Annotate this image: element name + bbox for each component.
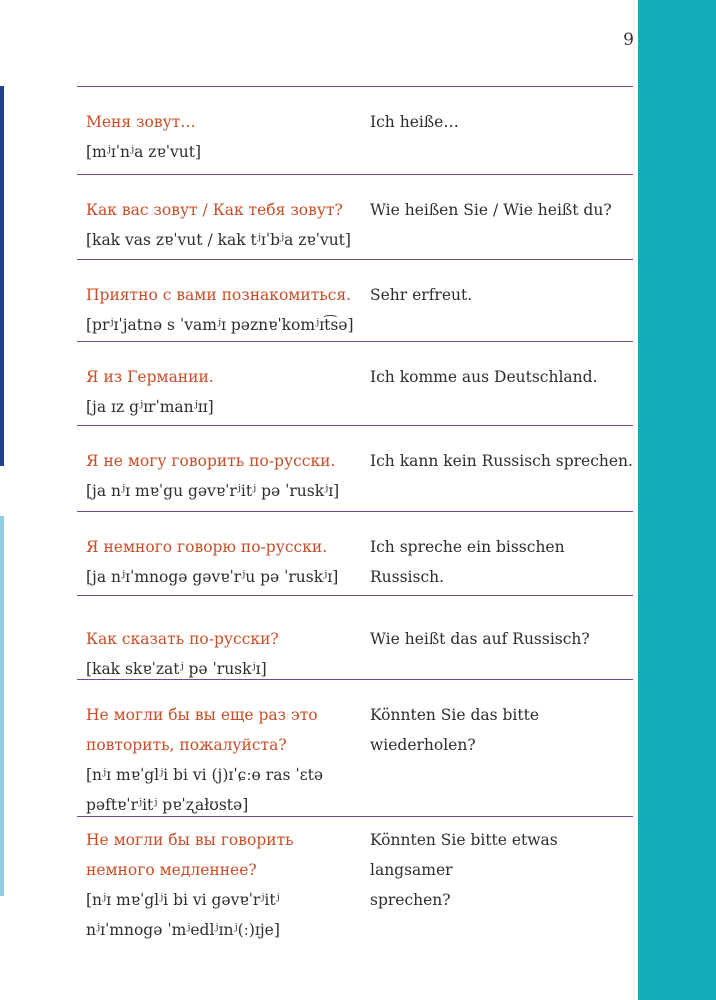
ipa-transcription: [ja nʲɪ mɐˈgu gəvɐˈrʲitʲ pə ˈruskʲɪ] — [86, 482, 340, 500]
german-column — [362, 260, 633, 341]
ipa-transcription: [ja ɪz gʲɪrˈmanʲɪɪ] — [86, 398, 214, 416]
table-row — [77, 175, 633, 260]
german-translation: Ich kann kein Russisch sprechen. — [370, 452, 633, 470]
german-column — [362, 596, 633, 679]
german-column — [362, 426, 633, 511]
russian-phrase: Я немного говорю по-русски. — [86, 538, 328, 556]
russian-phrase: Как вас зовут / Как тебя зовут? — [86, 201, 343, 219]
russian-phrase: Как сказать по-русски? — [86, 630, 279, 648]
german-translation: Wie heißen Sie / Wie heißt du? — [370, 201, 612, 219]
ipa-transcription: [nʲɪ mɐˈglʲi bi vi (j)ɪˈɕːɵ ras ˈɛtə pəftɐˈrʲitʲ pɐˈʐałʊstə] — [86, 766, 324, 814]
german-column — [362, 87, 633, 174]
russian-phrase: Меня зовут… — [86, 113, 196, 131]
table-row — [77, 260, 633, 342]
left-accent-bar-light — [0, 516, 4, 896]
german-column — [362, 175, 633, 259]
russian-column — [77, 817, 362, 949]
german-translation: Ich heiße… — [370, 113, 459, 131]
ipa-transcription: [nʲɪ mɐˈglʲi bi vi gəvɐˈrʲitʲ nʲɪˈmnogə ˈmʲedlʲɪnʲ(ː)ɪje] — [86, 891, 280, 939]
german-column — [362, 817, 633, 949]
table-row — [77, 512, 633, 596]
german-translation: Wie heißt das auf Russisch? — [370, 630, 590, 648]
left-accent-bar-dark — [0, 86, 4, 466]
russian-column — [77, 426, 362, 511]
table-row — [77, 680, 633, 817]
russian-column — [77, 87, 362, 174]
russian-column — [77, 680, 362, 816]
russian-phrase: Не могли бы вы говорить немного медленнее? — [86, 831, 294, 879]
table-row — [77, 87, 633, 175]
russian-phrase: Я из Германии. — [86, 368, 214, 386]
phrase-table — [77, 86, 633, 949]
ipa-transcription: [ja nʲɪˈmnogə gəvɐˈrʲu pə ˈruskʲɪ] — [86, 568, 339, 586]
german-column — [362, 512, 633, 595]
ipa-transcription: [mʲɪˈnʲa zɐˈvut] — [86, 143, 201, 161]
table-row — [77, 342, 633, 426]
german-translation: Ich komme aus Deutschland. — [370, 368, 598, 386]
german-translation: Könnten Sie bitte etwas langsamer sprechen? — [370, 831, 558, 909]
german-translation: Ich spreche ein bisschen Russisch. — [370, 538, 565, 586]
page-number: 9 — [623, 30, 634, 50]
table-row — [77, 596, 633, 680]
german-translation: Könnten Sie das bitte wiederholen? — [370, 706, 540, 754]
ipa-transcription: [kak vas zɐˈvut / kak tʲɪˈbʲa zɐˈvut] — [86, 231, 351, 249]
russian-column — [77, 342, 362, 425]
russian-phrase: Я не могу говорить по-русски. — [86, 452, 336, 470]
german-translation: Sehr erfreut. — [370, 286, 473, 304]
right-color-band — [638, 0, 716, 1000]
table-row — [77, 426, 633, 512]
table-row — [77, 817, 633, 949]
ipa-transcription: [prʲɪˈjatnə s ˈvamʲɪ pəznɐˈkomʲɪt͡sə] — [86, 316, 354, 334]
russian-column — [77, 596, 362, 679]
ipa-transcription: [kak skɐˈzatʲ pə ˈruskʲɪ] — [86, 660, 267, 678]
german-column — [362, 342, 633, 425]
russian-column — [77, 512, 362, 595]
russian-column — [77, 175, 362, 259]
russian-phrase: Приятно с вами познакомиться. — [86, 286, 352, 304]
german-column — [362, 680, 633, 816]
russian-column — [77, 260, 362, 341]
russian-phrase: Не могли бы вы еще раз это повторить, пожалуйста? — [86, 706, 318, 754]
